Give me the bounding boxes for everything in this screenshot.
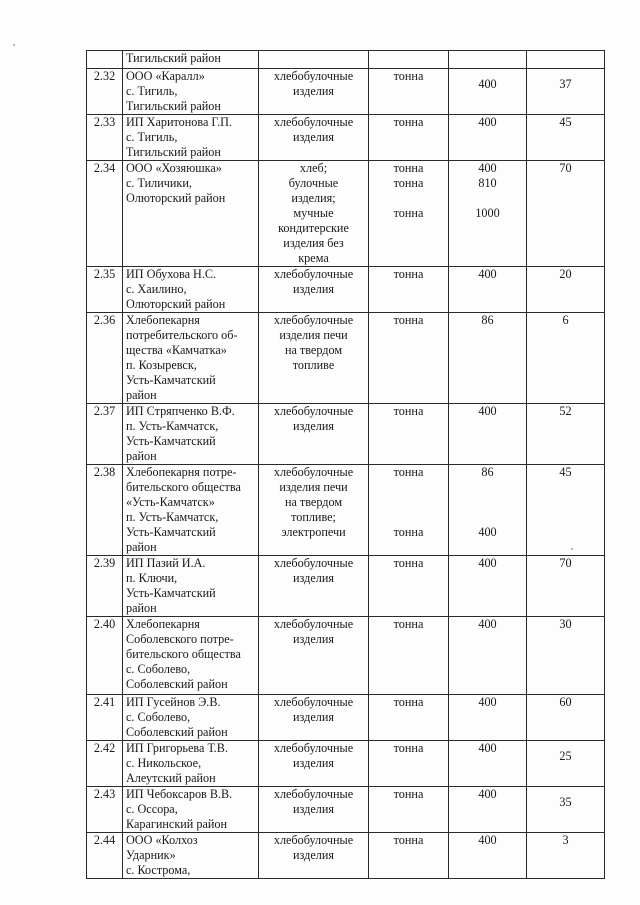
volume-cell: 3 xyxy=(527,833,605,879)
product-cell: хлебобулочные изделия xyxy=(259,556,369,617)
table-row xyxy=(87,404,605,465)
product-cell: хлебобулочные изделия xyxy=(259,115,369,161)
product-cell: хлеб; булочные изделия; мучные кондитерские изделия без крема xyxy=(259,161,369,267)
producer-cell: ООО «Хозяюшка» с. Тиличики, Олюторский район xyxy=(123,161,259,267)
unit-cell: тонна xyxy=(369,313,449,404)
volume-cell: 52 xyxy=(527,404,605,465)
volume-cell: 60 xyxy=(527,695,605,741)
row-number: 2.37 xyxy=(87,404,123,465)
product-cell: хлебобулочные изделия печи на твердом топливе; электропечи xyxy=(259,465,369,556)
row-number: 2.34 xyxy=(87,161,123,267)
volume-cell: 70 xyxy=(527,556,605,617)
row-number: 2.42 xyxy=(87,741,123,787)
table-row xyxy=(87,51,605,69)
scan-speck xyxy=(13,44,15,46)
volume-cell: 6 xyxy=(527,313,605,404)
row-number: 2.33 xyxy=(87,115,123,161)
producer-cell: Хлебопекарня потребительского об- щества «Камчатка» п. Козыревск, Усть-Камчатский район xyxy=(123,313,259,404)
product-cell: хлебобулочные изделия xyxy=(259,741,369,787)
capacity-cell: 400 xyxy=(449,404,527,465)
unit-cell: тонна xyxy=(369,741,449,787)
product-cell: хлебобулочные изделия xyxy=(259,833,369,879)
table-row xyxy=(87,556,605,617)
capacity-cell: 400 810 1000 xyxy=(449,161,527,267)
producer-cell: Тигильский район xyxy=(123,51,259,69)
product-cell: хлебобулочные изделия xyxy=(259,617,369,695)
producer-cell: Хлебопекарня Соболевского потре- бительского общества с. Соболево, Соболевский район xyxy=(123,617,259,695)
table-row xyxy=(87,115,605,161)
row-number: 2.40 xyxy=(87,617,123,695)
producer-cell: ИП Гусейнов Э.В. с. Соболево, Соболевский район xyxy=(123,695,259,741)
product-cell: хлебобулочные изделия xyxy=(259,267,369,313)
product-cell xyxy=(259,51,369,69)
capacity-cell: 400 xyxy=(449,833,527,879)
table-row xyxy=(87,833,605,879)
table-row xyxy=(87,161,605,267)
row-number: 2.43 xyxy=(87,787,123,833)
table-row xyxy=(87,69,605,115)
table-row xyxy=(87,787,605,833)
row-number: 2.41 xyxy=(87,695,123,741)
producers-table xyxy=(86,50,605,879)
product-cell: хлебобулочные изделия xyxy=(259,69,369,115)
volume-cell: 37 xyxy=(527,69,605,115)
producer-cell: ИП Обухова Н.С. с. Хаилино, Олюторский район xyxy=(123,267,259,313)
volume-cell: 20 xyxy=(527,267,605,313)
unit-cell: тонна xyxy=(369,69,449,115)
unit-cell: тонна xyxy=(369,267,449,313)
capacity-cell xyxy=(449,51,527,69)
unit-cell: тонна тонна тонна xyxy=(369,161,449,267)
row-number: 2.35 xyxy=(87,267,123,313)
table-row xyxy=(87,267,605,313)
producer-cell: ИП Стряпченко В.Ф. п. Усть-Камчатск, Усть-Камчатский район xyxy=(123,404,259,465)
capacity-cell: 86 400 xyxy=(449,465,527,556)
capacity-cell: 400 xyxy=(449,617,527,695)
product-cell: хлебобулочные изделия печи на твердом топливе xyxy=(259,313,369,404)
volume-cell: 30 xyxy=(527,617,605,695)
row-number: 2.36 xyxy=(87,313,123,404)
producer-cell: ИП Григорьева Т.В. с. Никольское, Алеутский район xyxy=(123,741,259,787)
volume-cell: 45 xyxy=(527,115,605,161)
producer-cell: ООО «Каралл» с. Тигиль, Тигильский район xyxy=(123,69,259,115)
volume-cell: 70 xyxy=(527,161,605,267)
row-number: 2.44 xyxy=(87,833,123,879)
capacity-cell: 86 xyxy=(449,313,527,404)
row-number: 2.32 xyxy=(87,69,123,115)
capacity-cell: 400 xyxy=(449,741,527,787)
table-row xyxy=(87,617,605,695)
unit-cell: тонна xyxy=(369,556,449,617)
capacity-cell: 400 xyxy=(449,695,527,741)
producer-cell: ООО «Колхоз Ударник» с. Кострома, xyxy=(123,833,259,879)
volume-cell: 25 xyxy=(527,741,605,787)
volume-cell: 35 xyxy=(527,787,605,833)
unit-cell: тонна xyxy=(369,115,449,161)
unit-cell: тонна xyxy=(369,787,449,833)
row-number xyxy=(87,51,123,69)
table-row xyxy=(87,313,605,404)
row-number: 2.38 xyxy=(87,465,123,556)
table-row xyxy=(87,465,605,556)
table-row xyxy=(87,695,605,741)
unit-cell: тонна xyxy=(369,695,449,741)
row-number: 2.39 xyxy=(87,556,123,617)
capacity-cell: 400 xyxy=(449,69,527,115)
producer-cell: ИП Чебоксаров В.В. с. Оссора, Карагинский район xyxy=(123,787,259,833)
product-cell: хлебобулочные изделия xyxy=(259,695,369,741)
capacity-cell: 400 xyxy=(449,115,527,161)
product-cell: хлебобулочные изделия xyxy=(259,787,369,833)
capacity-cell: 400 xyxy=(449,267,527,313)
table-row xyxy=(87,741,605,787)
volume-cell xyxy=(527,51,605,69)
unit-cell xyxy=(369,51,449,69)
capacity-cell: 400 xyxy=(449,556,527,617)
unit-cell: тонна тонна xyxy=(369,465,449,556)
unit-cell: тонна xyxy=(369,833,449,879)
producer-cell: ИП Пазий И.А. п. Ключи, Усть-Камчатский район xyxy=(123,556,259,617)
capacity-cell: 400 xyxy=(449,787,527,833)
volume-cell: 45 xyxy=(527,465,605,556)
producer-cell: Хлебопекарня потре- бительского общества «Усть-Камчатск» п. Усть-Камчатск, Усть-Камчатский район xyxy=(123,465,259,556)
unit-cell: тонна xyxy=(369,617,449,695)
producer-cell: ИП Харитонова Г.П. с. Тигиль, Тигильский район xyxy=(123,115,259,161)
unit-cell: тонна xyxy=(369,404,449,465)
product-cell: хлебобулочные изделия xyxy=(259,404,369,465)
